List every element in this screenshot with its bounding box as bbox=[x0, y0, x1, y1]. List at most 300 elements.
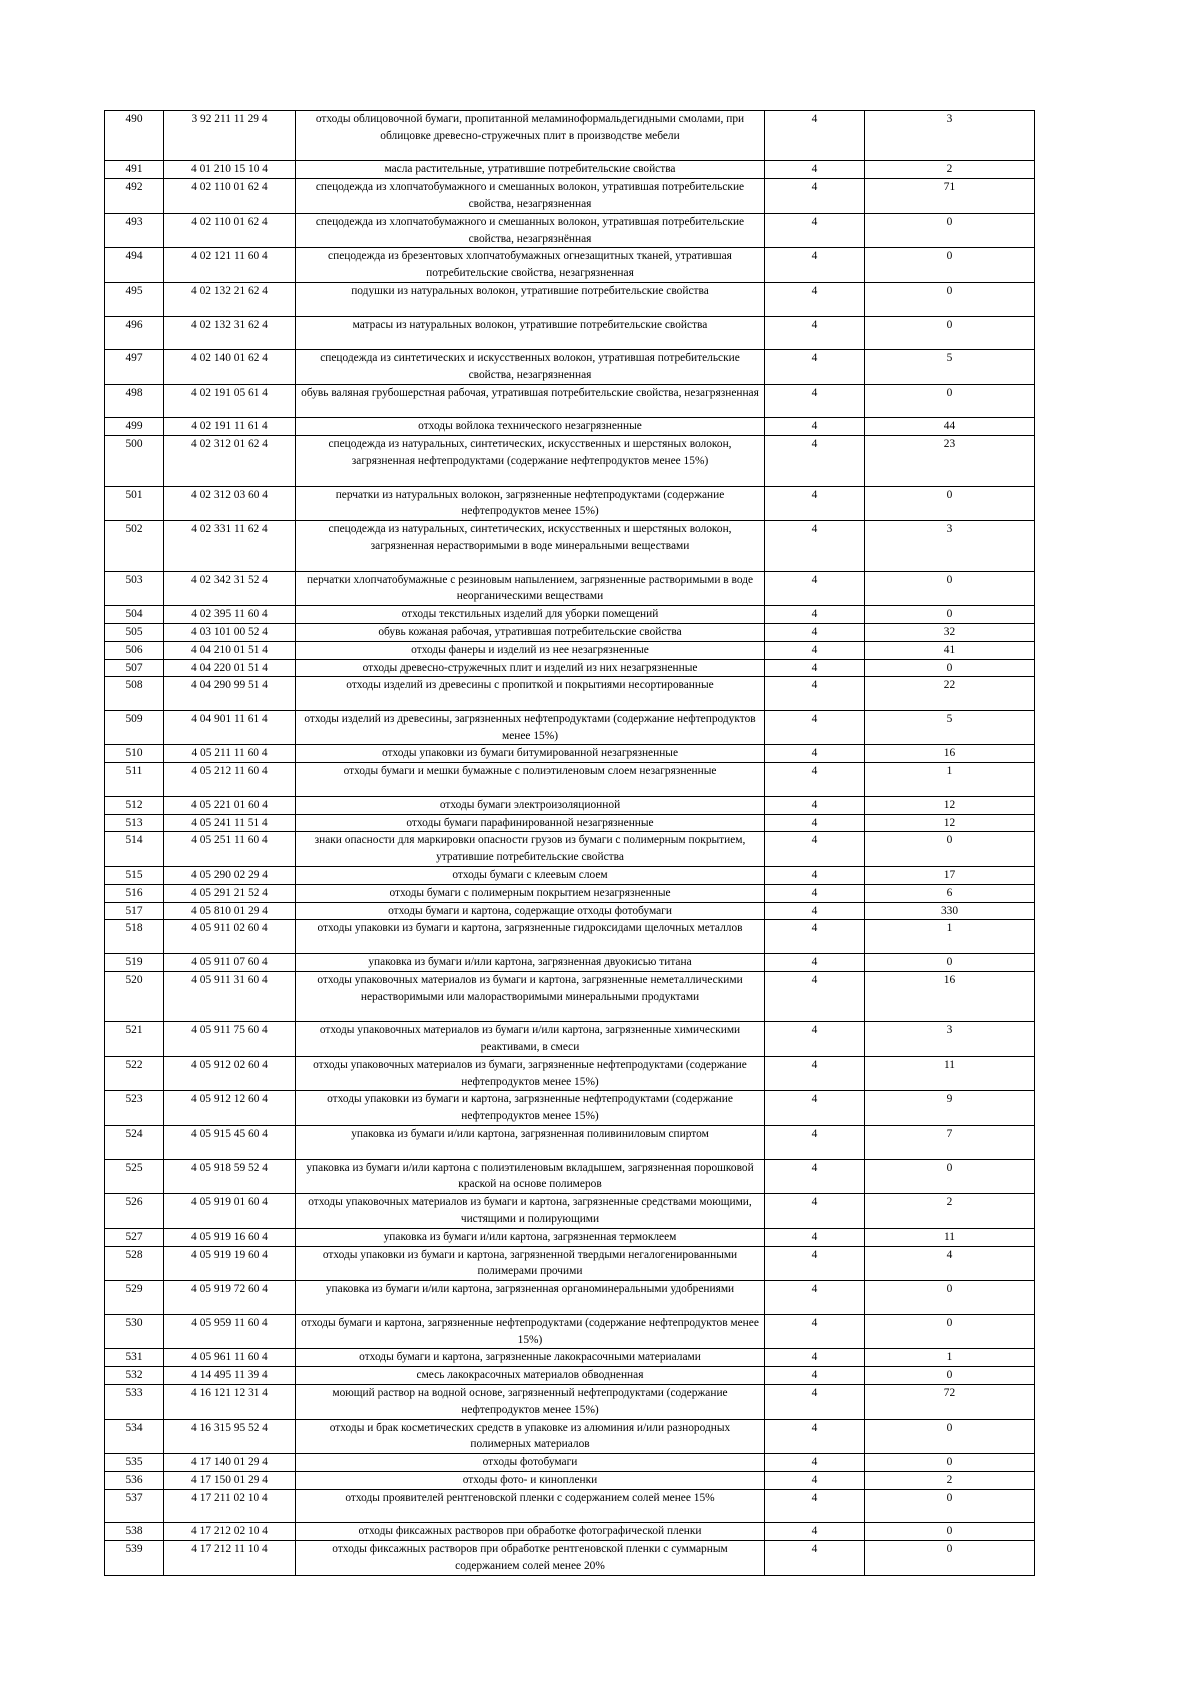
hazard-class-cell: 4 bbox=[765, 1246, 865, 1281]
quantity-cell: 0 bbox=[865, 1159, 1035, 1194]
table-row bbox=[105, 1056, 1035, 1091]
table-row bbox=[105, 1349, 1035, 1367]
quantity-cell: 7 bbox=[865, 1126, 1035, 1160]
row-number-cell: 493 bbox=[105, 213, 164, 248]
fkko-code-cell: 4 02 312 01 62 4 bbox=[164, 436, 296, 486]
hazard-class-cell: 4 bbox=[765, 1367, 865, 1385]
quantity-cell: 0 bbox=[865, 571, 1035, 606]
quantity-cell: 0 bbox=[865, 1541, 1035, 1576]
hazard-class-cell: 4 bbox=[765, 161, 865, 179]
row-number-cell: 525 bbox=[105, 1159, 164, 1194]
fkko-code-cell: 4 05 911 07 60 4 bbox=[164, 954, 296, 972]
row-number-cell: 532 bbox=[105, 1367, 164, 1385]
row-number-cell: 523 bbox=[105, 1091, 164, 1126]
waste-name-cell: отходы упаковочных материалов из бумаги и картона, загрязненные неметаллическими нерастворимыми или малорастворимыми минеральными продуктами bbox=[296, 971, 765, 1021]
hazard-class-cell: 4 bbox=[765, 521, 865, 571]
table-row bbox=[105, 623, 1035, 641]
waste-name-cell: отходы упаковки из бумаги и картона, загрязненной твердыми негалогенированными полимерами прочими bbox=[296, 1246, 765, 1281]
quantity-cell: 2 bbox=[865, 161, 1035, 179]
table-row bbox=[105, 1367, 1035, 1385]
row-number-cell: 507 bbox=[105, 659, 164, 677]
hazard-class-cell: 4 bbox=[765, 745, 865, 763]
table-row bbox=[105, 1091, 1035, 1126]
quantity-cell: 0 bbox=[865, 282, 1035, 316]
row-number-cell: 529 bbox=[105, 1281, 164, 1315]
quantity-cell: 3 bbox=[865, 521, 1035, 571]
row-number-cell: 539 bbox=[105, 1541, 164, 1576]
quantity-cell: 22 bbox=[865, 677, 1035, 711]
fkko-code-cell: 4 05 211 11 60 4 bbox=[164, 745, 296, 763]
fkko-code-cell: 4 05 912 12 60 4 bbox=[164, 1091, 296, 1126]
waste-name-cell: смесь лакокрасочных материалов обводненная bbox=[296, 1367, 765, 1385]
waste-name-cell: отходы упаковочных материалов из бумаги и картона, загрязненные средствами моющими, чистящими и полирующими bbox=[296, 1194, 765, 1229]
waste-name-cell: отходы фиксажных растворов при обработке фотографической пленки bbox=[296, 1523, 765, 1541]
hazard-class-cell: 4 bbox=[765, 436, 865, 486]
quantity-cell: 0 bbox=[865, 213, 1035, 248]
row-number-cell: 508 bbox=[105, 677, 164, 711]
quantity-cell: 17 bbox=[865, 867, 1035, 885]
fkko-code-cell: 4 04 220 01 51 4 bbox=[164, 659, 296, 677]
hazard-class-cell: 4 bbox=[765, 1126, 865, 1160]
waste-name-cell: отходы упаковки из бумаги битумированной незагрязненные bbox=[296, 745, 765, 763]
fkko-code-cell: 4 05 919 01 60 4 bbox=[164, 1194, 296, 1229]
hazard-class-cell: 4 bbox=[765, 1541, 865, 1576]
hazard-class-cell: 4 bbox=[765, 884, 865, 902]
hazard-class-cell: 4 bbox=[765, 763, 865, 797]
table-row bbox=[105, 1454, 1035, 1472]
table-row bbox=[105, 902, 1035, 920]
row-number-cell: 496 bbox=[105, 316, 164, 350]
quantity-cell: 0 bbox=[865, 1489, 1035, 1523]
fkko-code-cell: 4 05 810 01 29 4 bbox=[164, 902, 296, 920]
row-number-cell: 522 bbox=[105, 1056, 164, 1091]
fkko-code-cell: 4 02 342 31 52 4 bbox=[164, 571, 296, 606]
fkko-code-cell: 4 05 919 19 60 4 bbox=[164, 1246, 296, 1281]
table-row bbox=[105, 179, 1035, 214]
fkko-code-cell: 4 02 110 01 62 4 bbox=[164, 213, 296, 248]
quantity-cell: 3 bbox=[865, 111, 1035, 161]
quantity-cell: 0 bbox=[865, 606, 1035, 624]
waste-name-cell: перчатки из натуральных волокон, загрязненные нефтепродуктами (содержание нефтепродуктов менее 15%) bbox=[296, 486, 765, 521]
hazard-class-cell: 4 bbox=[765, 213, 865, 248]
waste-name-cell: подушки из натуральных волокон, утратившие потребительские свойства bbox=[296, 282, 765, 316]
row-number-cell: 511 bbox=[105, 763, 164, 797]
fkko-code-cell: 4 05 961 11 60 4 bbox=[164, 1349, 296, 1367]
fkko-code-cell: 4 03 101 00 52 4 bbox=[164, 623, 296, 641]
quantity-cell: 16 bbox=[865, 745, 1035, 763]
row-number-cell: 521 bbox=[105, 1022, 164, 1057]
waste-name-cell: спецодежда из брезентовых хлопчатобумажных огнезащитных тканей, утратившая потребительские свойства, незагрязненная bbox=[296, 248, 765, 283]
waste-name-cell: отходы фанеры и изделий из нее незагрязненные bbox=[296, 641, 765, 659]
hazard-class-cell: 4 bbox=[765, 1384, 865, 1419]
hazard-class-cell: 4 bbox=[765, 111, 865, 161]
waste-name-cell: спецодежда из хлопчатобумажного и смешанных волокон, утратившая потребительские свойства, незагрязненная bbox=[296, 179, 765, 214]
hazard-class-cell: 4 bbox=[765, 1159, 865, 1194]
waste-name-cell: спецодежда из хлопчатобумажного и смешанных волокон, утратившая потребительские свойства, незагрязнённая bbox=[296, 213, 765, 248]
hazard-class-cell: 4 bbox=[765, 832, 865, 867]
quantity-cell: 0 bbox=[865, 659, 1035, 677]
hazard-class-cell: 4 bbox=[765, 1281, 865, 1315]
hazard-class-cell: 4 bbox=[765, 248, 865, 283]
table-row bbox=[105, 161, 1035, 179]
hazard-class-cell: 4 bbox=[765, 920, 865, 954]
hazard-class-cell: 4 bbox=[765, 710, 865, 745]
quantity-cell: 0 bbox=[865, 1367, 1035, 1385]
hazard-class-cell: 4 bbox=[765, 1228, 865, 1246]
quantity-cell: 0 bbox=[865, 954, 1035, 972]
waste-name-cell: отходы древесно-стружечных плит и изделий из них незагрязненные bbox=[296, 659, 765, 677]
row-number-cell: 528 bbox=[105, 1246, 164, 1281]
quantity-cell: 0 bbox=[865, 1454, 1035, 1472]
row-number-cell: 491 bbox=[105, 161, 164, 179]
row-number-cell: 503 bbox=[105, 571, 164, 606]
table-row bbox=[105, 1419, 1035, 1454]
quantity-cell: 0 bbox=[865, 248, 1035, 283]
table-row bbox=[105, 954, 1035, 972]
row-number-cell: 520 bbox=[105, 971, 164, 1021]
waste-name-cell: отходы бумаги электроизоляционной bbox=[296, 796, 765, 814]
table-row bbox=[105, 282, 1035, 316]
fkko-code-cell: 4 02 132 21 62 4 bbox=[164, 282, 296, 316]
waste-name-cell: отходы изделий из древесины с пропиткой и покрытиями несортированные bbox=[296, 677, 765, 711]
quantity-cell: 2 bbox=[865, 1471, 1035, 1489]
quantity-cell: 0 bbox=[865, 486, 1035, 521]
fkko-code-cell: 4 16 315 95 52 4 bbox=[164, 1419, 296, 1454]
waste-name-cell: отходы проявителей рентгеновской пленки с содержанием солей менее 15% bbox=[296, 1489, 765, 1523]
hazard-class-cell: 4 bbox=[765, 418, 865, 436]
row-number-cell: 498 bbox=[105, 384, 164, 418]
waste-name-cell: упаковка из бумаги и/или картона, загрязненная органоминеральными удобрениями bbox=[296, 1281, 765, 1315]
waste-name-cell: отходы бумаги и мешки бумажные с полиэтиленовым слоем незагрязненные bbox=[296, 763, 765, 797]
table-row bbox=[105, 571, 1035, 606]
hazard-class-cell: 4 bbox=[765, 659, 865, 677]
waste-name-cell: отходы упаковочных материалов из бумаги, загрязненные нефтепродуктами (содержание нефтепродуктов менее 15%) bbox=[296, 1056, 765, 1091]
row-number-cell: 531 bbox=[105, 1349, 164, 1367]
quantity-cell: 330 bbox=[865, 902, 1035, 920]
fkko-code-cell: 4 05 241 11 51 4 bbox=[164, 814, 296, 832]
table-row bbox=[105, 641, 1035, 659]
row-number-cell: 513 bbox=[105, 814, 164, 832]
fkko-code-cell: 4 05 918 59 52 4 bbox=[164, 1159, 296, 1194]
table-row bbox=[105, 1471, 1035, 1489]
fkko-code-cell: 4 05 959 11 60 4 bbox=[164, 1314, 296, 1349]
quantity-cell: 6 bbox=[865, 884, 1035, 902]
row-number-cell: 530 bbox=[105, 1314, 164, 1349]
hazard-class-cell: 4 bbox=[765, 641, 865, 659]
fkko-code-cell: 4 16 121 12 31 4 bbox=[164, 1384, 296, 1419]
quantity-cell: 16 bbox=[865, 971, 1035, 1021]
table-row bbox=[105, 248, 1035, 283]
quantity-cell: 0 bbox=[865, 1314, 1035, 1349]
hazard-class-cell: 4 bbox=[765, 677, 865, 711]
waste-name-cell: отходы изделий из древесины, загрязненных нефтепродуктами (содержание нефтепродуктов менее 15%) bbox=[296, 710, 765, 745]
row-number-cell: 506 bbox=[105, 641, 164, 659]
quantity-cell: 0 bbox=[865, 316, 1035, 350]
fkko-code-cell: 4 02 395 11 60 4 bbox=[164, 606, 296, 624]
table-row bbox=[105, 521, 1035, 571]
fkko-code-cell: 4 17 150 01 29 4 bbox=[164, 1471, 296, 1489]
waste-name-cell: обувь кожаная рабочая, утратившая потребительские свойства bbox=[296, 623, 765, 641]
waste-name-cell: отходы бумаги с полимерным покрытием незагрязненные bbox=[296, 884, 765, 902]
fkko-code-cell: 4 17 212 11 10 4 bbox=[164, 1541, 296, 1576]
table-row bbox=[105, 1246, 1035, 1281]
fkko-code-cell: 4 05 911 02 60 4 bbox=[164, 920, 296, 954]
table-row bbox=[105, 1159, 1035, 1194]
quantity-cell: 32 bbox=[865, 623, 1035, 641]
waste-name-cell: отходы упаковки из бумаги и картона, загрязненные нефтепродуктами (содержание нефтепродуктов менее 15%) bbox=[296, 1091, 765, 1126]
fkko-code-cell: 4 01 210 15 10 4 bbox=[164, 161, 296, 179]
fkko-code-cell: 4 05 911 31 60 4 bbox=[164, 971, 296, 1021]
waste-name-cell: отходы бумаги и картона, загрязненные лакокрасочными материалами bbox=[296, 1349, 765, 1367]
hazard-class-cell: 4 bbox=[765, 1489, 865, 1523]
waste-name-cell: отходы фотобумаги bbox=[296, 1454, 765, 1472]
table-row bbox=[105, 436, 1035, 486]
fkko-code-cell: 4 02 331 11 62 4 bbox=[164, 521, 296, 571]
row-number-cell: 538 bbox=[105, 1523, 164, 1541]
table-row bbox=[105, 1541, 1035, 1576]
hazard-class-cell: 4 bbox=[765, 1056, 865, 1091]
table-row bbox=[105, 1523, 1035, 1541]
hazard-class-cell: 4 bbox=[765, 623, 865, 641]
table-row bbox=[105, 418, 1035, 436]
row-number-cell: 501 bbox=[105, 486, 164, 521]
hazard-class-cell: 4 bbox=[765, 1314, 865, 1349]
hazard-class-cell: 4 bbox=[765, 1022, 865, 1057]
quantity-cell: 44 bbox=[865, 418, 1035, 436]
waste-name-cell: отходы фиксажных растворов при обработке рентгеновской пленки с суммарным содержанием солей менее 20% bbox=[296, 1541, 765, 1576]
waste-name-cell: упаковка из бумаги и/или картона, загрязненная термоклеем bbox=[296, 1228, 765, 1246]
table-row bbox=[105, 867, 1035, 885]
quantity-cell: 1 bbox=[865, 920, 1035, 954]
quantity-cell: 41 bbox=[865, 641, 1035, 659]
fkko-code-cell: 4 17 212 02 10 4 bbox=[164, 1523, 296, 1541]
row-number-cell: 505 bbox=[105, 623, 164, 641]
row-number-cell: 518 bbox=[105, 920, 164, 954]
row-number-cell: 514 bbox=[105, 832, 164, 867]
fkko-code-cell: 4 04 210 01 51 4 bbox=[164, 641, 296, 659]
fkko-code-cell: 4 05 919 16 60 4 bbox=[164, 1228, 296, 1246]
row-number-cell: 510 bbox=[105, 745, 164, 763]
fkko-code-cell: 4 05 291 21 52 4 bbox=[164, 884, 296, 902]
row-number-cell: 494 bbox=[105, 248, 164, 283]
row-number-cell: 534 bbox=[105, 1419, 164, 1454]
waste-table-body bbox=[105, 111, 1035, 1576]
hazard-class-cell: 4 bbox=[765, 179, 865, 214]
fkko-code-cell: 4 05 912 02 60 4 bbox=[164, 1056, 296, 1091]
waste-name-cell: упаковка из бумаги и/или картона с полиэтиленовым вкладышем, загрязненная порошковой краской на основе полимеров bbox=[296, 1159, 765, 1194]
fkko-code-cell: 4 05 221 01 60 4 bbox=[164, 796, 296, 814]
hazard-class-cell: 4 bbox=[765, 1091, 865, 1126]
table-row bbox=[105, 659, 1035, 677]
fkko-code-cell: 4 05 915 45 60 4 bbox=[164, 1126, 296, 1160]
hazard-class-cell: 4 bbox=[765, 606, 865, 624]
waste-name-cell: спецодежда из синтетических и искусственных волокон, утратившая потребительские свойства, незагрязненная bbox=[296, 350, 765, 385]
table-row bbox=[105, 350, 1035, 385]
row-number-cell: 526 bbox=[105, 1194, 164, 1229]
hazard-class-cell: 4 bbox=[765, 902, 865, 920]
waste-name-cell: отходы упаковки из бумаги и картона, загрязненные гидроксидами щелочных металлов bbox=[296, 920, 765, 954]
hazard-class-cell: 4 bbox=[765, 384, 865, 418]
row-number-cell: 497 bbox=[105, 350, 164, 385]
waste-name-cell: отходы бумаги и картона, содержащие отходы фотобумаги bbox=[296, 902, 765, 920]
fkko-code-cell: 4 02 312 03 60 4 bbox=[164, 486, 296, 521]
table-row bbox=[105, 832, 1035, 867]
fkko-code-cell: 4 02 110 01 62 4 bbox=[164, 179, 296, 214]
table-row bbox=[105, 677, 1035, 711]
row-number-cell: 492 bbox=[105, 179, 164, 214]
row-number-cell: 535 bbox=[105, 1454, 164, 1472]
row-number-cell: 502 bbox=[105, 521, 164, 571]
table-row bbox=[105, 1281, 1035, 1315]
quantity-cell: 0 bbox=[865, 1281, 1035, 1315]
waste-name-cell: упаковка из бумаги и/или картона, загрязненная двуокисью титана bbox=[296, 954, 765, 972]
row-number-cell: 524 bbox=[105, 1126, 164, 1160]
fkko-code-cell: 4 05 290 02 29 4 bbox=[164, 867, 296, 885]
table-row bbox=[105, 213, 1035, 248]
quantity-cell: 23 bbox=[865, 436, 1035, 486]
table-row bbox=[105, 745, 1035, 763]
quantity-cell: 0 bbox=[865, 1419, 1035, 1454]
hazard-class-cell: 4 bbox=[765, 1194, 865, 1229]
fkko-code-cell: 4 05 251 11 60 4 bbox=[164, 832, 296, 867]
table-row bbox=[105, 920, 1035, 954]
hazard-class-cell: 4 bbox=[765, 1471, 865, 1489]
table-row bbox=[105, 884, 1035, 902]
row-number-cell: 516 bbox=[105, 884, 164, 902]
quantity-cell: 9 bbox=[865, 1091, 1035, 1126]
waste-table bbox=[104, 110, 1035, 1576]
quantity-cell: 72 bbox=[865, 1384, 1035, 1419]
waste-name-cell: матрасы из натуральных волокон, утратившие потребительские свойства bbox=[296, 316, 765, 350]
quantity-cell: 11 bbox=[865, 1228, 1035, 1246]
quantity-cell: 71 bbox=[865, 179, 1035, 214]
quantity-cell: 12 bbox=[865, 796, 1035, 814]
hazard-class-cell: 4 bbox=[765, 282, 865, 316]
quantity-cell: 0 bbox=[865, 384, 1035, 418]
fkko-code-cell: 4 05 911 75 60 4 bbox=[164, 1022, 296, 1057]
quantity-cell: 12 bbox=[865, 814, 1035, 832]
quantity-cell: 4 bbox=[865, 1246, 1035, 1281]
table-row bbox=[105, 1194, 1035, 1229]
table-row bbox=[105, 814, 1035, 832]
hazard-class-cell: 4 bbox=[765, 867, 865, 885]
row-number-cell: 512 bbox=[105, 796, 164, 814]
row-number-cell: 533 bbox=[105, 1384, 164, 1419]
waste-name-cell: моющий раствор на водной основе, загрязненный нефтепродуктами (содержание нефтепродуктов менее 15%) bbox=[296, 1384, 765, 1419]
table-row bbox=[105, 1022, 1035, 1057]
fkko-code-cell: 4 05 919 72 60 4 bbox=[164, 1281, 296, 1315]
hazard-class-cell: 4 bbox=[765, 316, 865, 350]
waste-name-cell: отходы облицовочной бумаги, пропитанной меламиноформальдегидными смолами, при облицовке древесно-стружечных плит в производстве мебели bbox=[296, 111, 765, 161]
waste-name-cell: масла растительные, утратившие потребительские свойства bbox=[296, 161, 765, 179]
table-row bbox=[105, 796, 1035, 814]
waste-name-cell: перчатки хлопчатобумажные с резиновым напылением, загрязненные растворимыми в воде неорганическими веществами bbox=[296, 571, 765, 606]
waste-name-cell: отходы и брак косметических средств в упаковке из алюминия и/или разнородных полимерных материалов bbox=[296, 1419, 765, 1454]
fkko-code-cell: 3 92 211 11 29 4 bbox=[164, 111, 296, 161]
quantity-cell: 0 bbox=[865, 1523, 1035, 1541]
row-number-cell: 504 bbox=[105, 606, 164, 624]
table-row bbox=[105, 1228, 1035, 1246]
quantity-cell: 5 bbox=[865, 710, 1035, 745]
table-row bbox=[105, 606, 1035, 624]
row-number-cell: 500 bbox=[105, 436, 164, 486]
table-row bbox=[105, 316, 1035, 350]
row-number-cell: 509 bbox=[105, 710, 164, 745]
quantity-cell: 3 bbox=[865, 1022, 1035, 1057]
table-row bbox=[105, 763, 1035, 797]
row-number-cell: 495 bbox=[105, 282, 164, 316]
hazard-class-cell: 4 bbox=[765, 796, 865, 814]
hazard-class-cell: 4 bbox=[765, 814, 865, 832]
fkko-code-cell: 4 02 140 01 62 4 bbox=[164, 350, 296, 385]
fkko-code-cell: 4 05 212 11 60 4 bbox=[164, 763, 296, 797]
row-number-cell: 499 bbox=[105, 418, 164, 436]
hazard-class-cell: 4 bbox=[765, 1523, 865, 1541]
fkko-code-cell: 4 04 290 99 51 4 bbox=[164, 677, 296, 711]
row-number-cell: 527 bbox=[105, 1228, 164, 1246]
fkko-code-cell: 4 02 191 11 61 4 bbox=[164, 418, 296, 436]
row-number-cell: 517 bbox=[105, 902, 164, 920]
fkko-code-cell: 4 17 140 01 29 4 bbox=[164, 1454, 296, 1472]
quantity-cell: 1 bbox=[865, 1349, 1035, 1367]
quantity-cell: 2 bbox=[865, 1194, 1035, 1229]
hazard-class-cell: 4 bbox=[765, 571, 865, 606]
hazard-class-cell: 4 bbox=[765, 486, 865, 521]
waste-name-cell: обувь валяная грубошерстная рабочая, утратившая потребительские свойства, незагрязненная bbox=[296, 384, 765, 418]
table-row bbox=[105, 710, 1035, 745]
fkko-code-cell: 4 02 191 05 61 4 bbox=[164, 384, 296, 418]
hazard-class-cell: 4 bbox=[765, 1349, 865, 1367]
waste-name-cell: спецодежда из натуральных, синтетических, искусственных и шерстяных волокон, загрязненная нерастворимыми в воде минеральными веществами bbox=[296, 521, 765, 571]
fkko-code-cell: 4 02 121 11 60 4 bbox=[164, 248, 296, 283]
waste-name-cell: отходы бумаги и картона, загрязненные нефтепродуктами (содержание нефтепродуктов менее 15%) bbox=[296, 1314, 765, 1349]
quantity-cell: 11 bbox=[865, 1056, 1035, 1091]
table-row bbox=[105, 1489, 1035, 1523]
quantity-cell: 0 bbox=[865, 832, 1035, 867]
table-row bbox=[105, 1314, 1035, 1349]
table-row bbox=[105, 971, 1035, 1021]
hazard-class-cell: 4 bbox=[765, 1454, 865, 1472]
hazard-class-cell: 4 bbox=[765, 350, 865, 385]
waste-name-cell: отходы войлока технического незагрязненные bbox=[296, 418, 765, 436]
fkko-code-cell: 4 14 495 11 39 4 bbox=[164, 1367, 296, 1385]
fkko-code-cell: 4 02 132 31 62 4 bbox=[164, 316, 296, 350]
waste-name-cell: отходы фото- и кинопленки bbox=[296, 1471, 765, 1489]
waste-name-cell: отходы бумаги парафинированной незагрязненные bbox=[296, 814, 765, 832]
row-number-cell: 536 bbox=[105, 1471, 164, 1489]
waste-name-cell: отходы бумаги с клеевым слоем bbox=[296, 867, 765, 885]
fkko-code-cell: 4 04 901 11 61 4 bbox=[164, 710, 296, 745]
waste-name-cell: отходы упаковочных материалов из бумаги и/или картона, загрязненные химическими реактивами, в смеси bbox=[296, 1022, 765, 1057]
table-row bbox=[105, 1384, 1035, 1419]
hazard-class-cell: 4 bbox=[765, 1419, 865, 1454]
table-row bbox=[105, 384, 1035, 418]
table-row bbox=[105, 1126, 1035, 1160]
waste-name-cell: знаки опасности для маркировки опасности грузов из бумаги с полимерным покрытием, утратившие потребительские свойства bbox=[296, 832, 765, 867]
waste-name-cell: отходы текстильных изделий для уборки помещений bbox=[296, 606, 765, 624]
hazard-class-cell: 4 bbox=[765, 971, 865, 1021]
row-number-cell: 519 bbox=[105, 954, 164, 972]
row-number-cell: 537 bbox=[105, 1489, 164, 1523]
waste-name-cell: спецодежда из натуральных, синтетических, искусственных и шерстяных волокон, загрязненная нефтепродуктами (содержание нефтепродуктов менее 15%) bbox=[296, 436, 765, 486]
row-number-cell: 490 bbox=[105, 111, 164, 161]
quantity-cell: 5 bbox=[865, 350, 1035, 385]
hazard-class-cell: 4 bbox=[765, 954, 865, 972]
waste-name-cell: упаковка из бумаги и/или картона, загрязненная поливиниловым спиртом bbox=[296, 1126, 765, 1160]
fkko-code-cell: 4 17 211 02 10 4 bbox=[164, 1489, 296, 1523]
quantity-cell: 1 bbox=[865, 763, 1035, 797]
table-row bbox=[105, 486, 1035, 521]
